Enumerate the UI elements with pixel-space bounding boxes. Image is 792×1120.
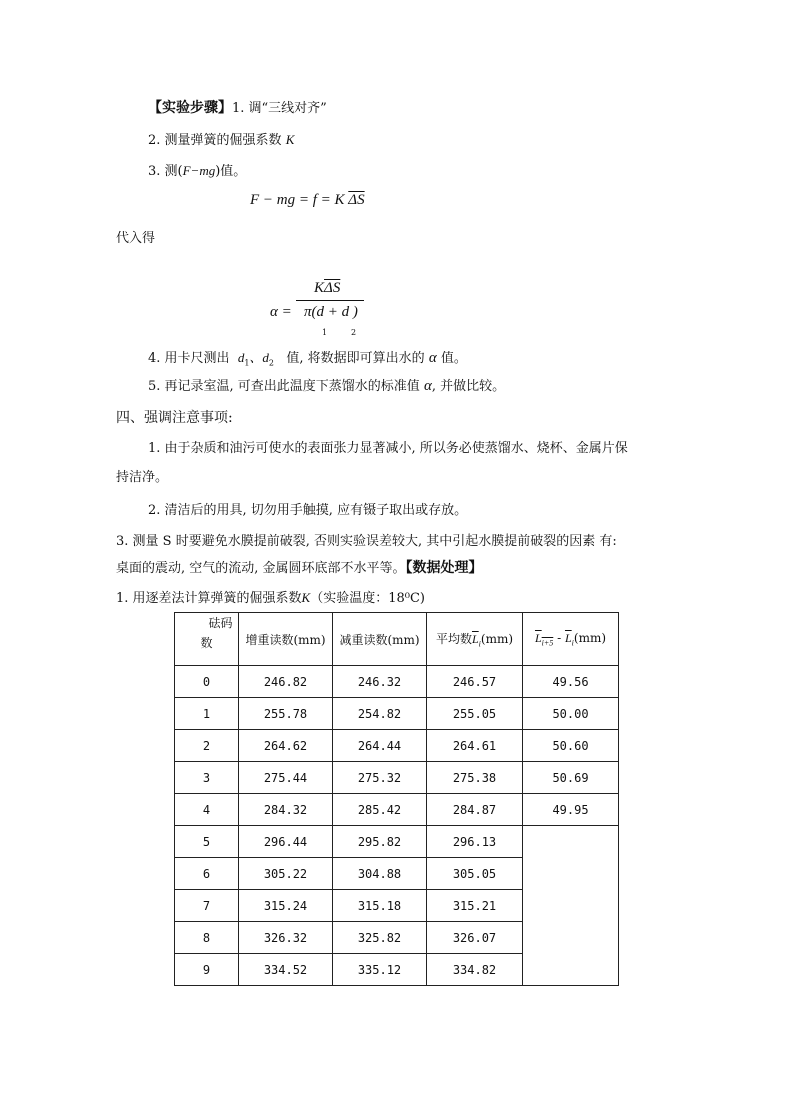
cell-count: 0 — [175, 666, 239, 698]
formula-force-overline: $\overline{\Delta S}$ — [348, 192, 365, 208]
alpha-numerator — [314, 280, 340, 297]
cell-decrease: 246.32 — [333, 666, 427, 698]
cell-increase: 315.24 — [239, 890, 333, 922]
step-4-var-d2: 、d — [249, 350, 269, 365]
table-row — [175, 794, 619, 826]
note-3-line-2 — [116, 557, 483, 577]
header-diff-sub2: i — [571, 638, 574, 648]
step-1-text: 1. 调“三线对齐” — [232, 101, 327, 116]
alpha-sub-1: 1 — [322, 328, 328, 337]
step-3 — [148, 160, 246, 179]
cell-increase: 284.32 — [239, 794, 333, 826]
header-diff-var2: $\overline{L}$ — [564, 630, 572, 645]
cell-increase: 275.44 — [239, 762, 333, 794]
header-diff-minus: - — [553, 630, 565, 645]
cell-difference: 50.00 — [523, 698, 619, 730]
header-diff-unit: (mm) — [573, 630, 607, 645]
table-row — [175, 666, 619, 698]
cell-decrease: 275.32 — [333, 762, 427, 794]
cell-average: 246.57 — [427, 666, 523, 698]
formula-force-left: F − mg = f = K — [250, 192, 345, 208]
note-1-line-2: 持洁净。 — [116, 470, 169, 485]
cell-count: 8 — [175, 922, 239, 954]
substitute-text: 代入得 — [116, 231, 156, 246]
cell-average: 296.13 — [427, 826, 523, 858]
header-average-sub: i — [478, 639, 481, 649]
header-increase-reading: 增重读数(mm) — [239, 613, 333, 666]
step-3-prefix: 3. 测( — [148, 164, 183, 179]
header-average — [427, 613, 523, 666]
cell-increase: 246.82 — [239, 666, 333, 698]
step-3-var: F−mg — [182, 163, 216, 178]
cell-average: 305.05 — [427, 858, 523, 890]
spring-data-table — [174, 612, 619, 986]
note-3-line-1: 3. 测量 S 时要避免水膜提前破裂, 否则实验误差较大, 其中引起水膜提前破裂的因素 有: — [116, 534, 617, 549]
cell-count: 5 — [175, 826, 239, 858]
cell-increase: 305.22 — [239, 858, 333, 890]
cell-decrease: 304.88 — [333, 858, 427, 890]
cell-decrease: 315.18 — [333, 890, 427, 922]
header-average-unit: (mm) — [480, 631, 514, 646]
step-2 — [148, 129, 294, 148]
table-row — [175, 762, 619, 794]
cell-count: 3 — [175, 762, 239, 794]
cell-increase: 296.44 — [239, 826, 333, 858]
steps-line-1 — [148, 97, 327, 117]
cell-average: 326.07 — [427, 922, 523, 954]
header-decrease-reading: 减重读数(mm) — [333, 613, 427, 666]
cell-average: 334.82 — [427, 954, 523, 986]
header-difference — [523, 613, 619, 666]
alpha-denominator: π(d + d ) — [304, 304, 358, 320]
data-heading: 【数据处理】 — [405, 560, 483, 576]
cell-increase: 334.52 — [239, 954, 333, 986]
step-5-prefix: 5. 再记录室温, 可查出此温度下蒸馏水的标准值 — [148, 379, 420, 394]
cell-increase: 264.62 — [239, 730, 333, 762]
step-4-prefix: 4. 用卡尺测出 — [148, 351, 230, 366]
header-average-prefix: 平均数 — [435, 631, 472, 646]
header-average-var: $\overline{L}$ — [471, 631, 479, 646]
step-2-text: 2. 测量弹簧的倔强系数 — [148, 133, 282, 148]
header-weight-count — [175, 613, 239, 666]
cell-count: 9 — [175, 954, 239, 986]
cell-count: 4 — [175, 794, 239, 826]
cell-average: 315.21 — [427, 890, 523, 922]
step-5 — [148, 375, 505, 395]
cell-decrease: 295.82 — [333, 826, 427, 858]
table-row — [175, 826, 619, 858]
table-header-row — [175, 613, 619, 666]
alpha-fraction-bar — [296, 300, 364, 301]
cell-decrease: 325.82 — [333, 922, 427, 954]
cell-increase: 326.32 — [239, 922, 333, 954]
note-2: 2. 清洁后的用具, 切勿用手触摸, 应有镊子取出或存放。 — [148, 503, 468, 518]
header-weight-line2: 数 — [200, 636, 213, 650]
data-intro-suffix: （实验温度：18⁰C) — [310, 591, 425, 606]
steps-heading: 【实验步骤】 — [148, 100, 232, 116]
data-intro-var: K — [301, 590, 311, 605]
cell-decrease: 264.44 — [333, 730, 427, 762]
header-weight-line1: 砝码 — [208, 616, 233, 630]
notes-heading: 四、强调注意事项: — [116, 410, 233, 426]
cell-average: 275.38 — [427, 762, 523, 794]
step-4-end: 值。 — [440, 351, 467, 366]
cell-average: 255.05 — [427, 698, 523, 730]
cell-difference: 50.60 — [523, 730, 619, 762]
cell-difference: 49.56 — [523, 666, 619, 698]
step-4-alpha: α — [428, 350, 437, 366]
header-diff-var1: $L_{i+5}$ — [534, 630, 554, 648]
alpha-numerator-k: K — [314, 280, 325, 296]
cell-count: 6 — [175, 858, 239, 890]
formula-force — [250, 192, 365, 209]
step-4-var-d1: d — [237, 350, 245, 365]
data-intro-prefix: 1. 用逐差法计算弹簧的倔强系数 — [116, 591, 302, 606]
step-3-suffix: )值。 — [215, 164, 247, 179]
cell-increase: 255.78 — [239, 698, 333, 730]
step-4 — [148, 347, 467, 368]
alpha-sub-2: 2 — [351, 328, 357, 337]
step-5-alpha: α — [423, 378, 432, 394]
cell-count: 2 — [175, 730, 239, 762]
step-4-sub-1: 1 — [244, 358, 250, 368]
cell-difference-empty — [523, 826, 619, 986]
cell-decrease: 254.82 — [333, 698, 427, 730]
note-1-line-1: 1. 由于杂质和油污可使水的表面张力显著减小, 所以务必使蒸馏水、烧杯、金属片保 — [148, 441, 628, 456]
table-row — [175, 730, 619, 762]
cell-difference: 50.69 — [523, 762, 619, 794]
cell-count: 1 — [175, 698, 239, 730]
step-4-sub-2: 2 — [268, 358, 275, 368]
alpha-numerator-ds: $\overline{\Delta S}$ — [324, 280, 341, 296]
cell-difference: 49.95 — [523, 794, 619, 826]
alpha-lhs: α = — [270, 304, 292, 320]
cell-average: 284.87 — [427, 794, 523, 826]
cell-average: 264.61 — [427, 730, 523, 762]
cell-decrease: 335.12 — [333, 954, 427, 986]
step-4-suffix: 值, 将数据即可算出水的 — [286, 351, 425, 366]
note-3-text: 桌面的震动, 空气的流动, 金属圆环底部不水平等。 — [116, 561, 406, 576]
table-row — [175, 698, 619, 730]
cell-count: 7 — [175, 890, 239, 922]
cell-decrease: 285.42 — [333, 794, 427, 826]
step-2-var: K — [285, 132, 295, 147]
data-intro — [116, 587, 425, 606]
step-5-suffix: , 并做比较。 — [431, 379, 506, 394]
